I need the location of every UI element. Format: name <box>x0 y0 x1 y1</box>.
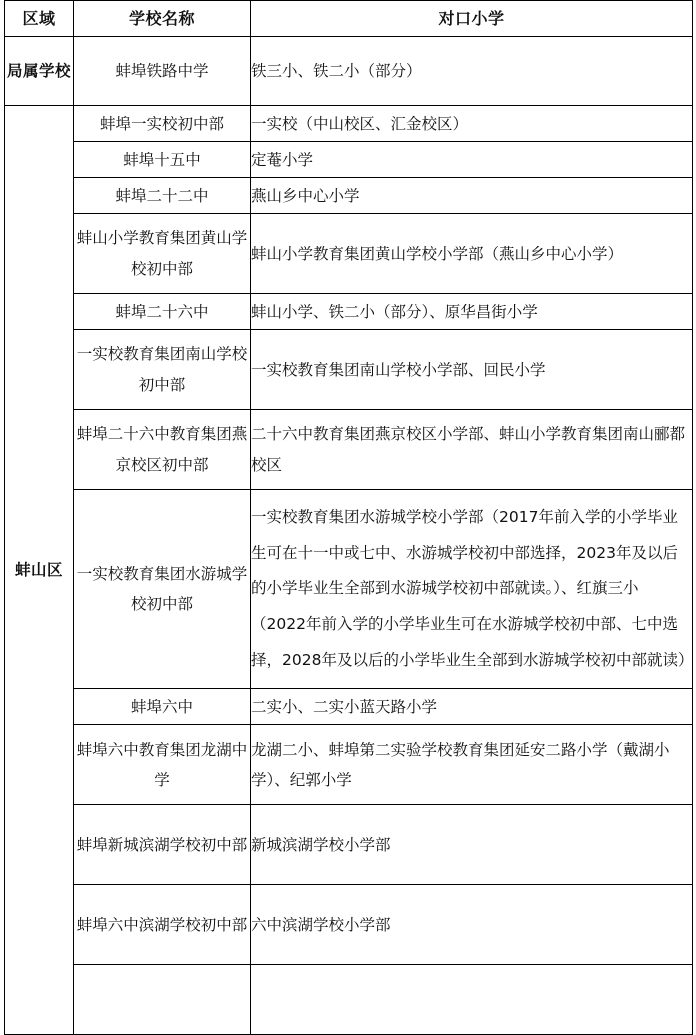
matched-primary-cell: 龙湖二小、蚌埠第二实验学校教育集团延安二路小学（戴湖小学）、纪郭小学 <box>251 725 693 805</box>
school-name-cell: 蚌埠六中 <box>74 689 251 725</box>
table-row-partial <box>5 965 693 1035</box>
matched-primary-cell: 蚌山小学教育集团黄山学校小学部（燕山乡中心小学） <box>251 214 693 294</box>
table-header <box>5 1 693 37</box>
school-name-cell: 蚌埠新城滨湖学校初中部 <box>74 805 251 885</box>
header-region: 区域 <box>5 1 74 37</box>
table-row <box>5 725 693 805</box>
table-row <box>5 214 693 294</box>
region-cell-bureau: 局属学校 <box>5 37 74 106</box>
matched-primary-cell: 定菴小学 <box>251 142 693 178</box>
matched-primary-cell: 燕山乡中心小学 <box>251 178 693 214</box>
school-name-cell <box>74 965 251 1035</box>
matched-primary-cell: 一实校教育集团南山学校小学部、回民小学 <box>251 330 693 410</box>
table-row <box>5 885 693 965</box>
school-name-cell: 蚌埠二十六中 <box>74 294 251 330</box>
header-matched-primary: 对口小学 <box>251 1 693 37</box>
header-row <box>5 1 693 37</box>
school-zoning-table <box>4 0 693 1035</box>
school-name-cell: 蚌埠十五中 <box>74 142 251 178</box>
school-name-cell: 蚌埠六中教育集团龙湖中学 <box>74 725 251 805</box>
table-row <box>5 330 693 410</box>
table-row <box>5 106 693 142</box>
school-name-cell: 蚌埠二十二中 <box>74 178 251 214</box>
region-cell-bangshan: 蚌山区 <box>5 106 74 1035</box>
header-school-name: 学校名称 <box>74 1 251 37</box>
matched-primary-cell: 二十六中教育集团燕京校区小学部、蚌山小学教育集团南山郦都校区 <box>251 410 693 490</box>
matched-primary-cell <box>251 965 693 1035</box>
table-row <box>5 294 693 330</box>
school-name-cell: 蚌埠二十六中教育集团燕京校区初中部 <box>74 410 251 490</box>
school-name-cell: 蚌埠铁路中学 <box>74 37 251 106</box>
matched-primary-cell: 新城滨湖学校小学部 <box>251 805 693 885</box>
table-row <box>5 490 693 689</box>
table-row <box>5 178 693 214</box>
school-name-cell: 一实校教育集团南山学校初中部 <box>74 330 251 410</box>
matched-primary-cell: 一实校（中山校区、汇金校区） <box>251 106 693 142</box>
table-body <box>5 37 693 1035</box>
matched-primary-cell: 六中滨湖学校小学部 <box>251 885 693 965</box>
matched-primary-cell: 一实校教育集团水游城学校小学部（2017年前入学的小学毕业生可在十一中或七中、水游城学校初中部选择，2023年及以后的小学毕业生全部到水游城学校初中部就读。）、红旗三小（2022年前入学的小学毕业生可在水游城学校初中部、七中选择，2028年及以后的小学毕业生全部到水游城学校初中部就读） <box>251 490 693 689</box>
table-row <box>5 805 693 885</box>
matched-primary-cell: 二实小、二实小蓝天路小学 <box>251 689 693 725</box>
table-row <box>5 689 693 725</box>
school-name-cell: 蚌山小学教育集团黄山学校初中部 <box>74 214 251 294</box>
table-row <box>5 410 693 490</box>
school-name-cell: 蚌埠六中滨湖学校初中部 <box>74 885 251 965</box>
school-name-cell: 蚌埠一实校初中部 <box>74 106 251 142</box>
matched-primary-cell: 蚌山小学、铁二小（部分）、原华昌街小学 <box>251 294 693 330</box>
matched-primary-cell: 铁三小、铁二小（部分） <box>251 37 693 106</box>
school-name-cell: 一实校教育集团水游城学校初中部 <box>74 490 251 689</box>
table-row <box>5 142 693 178</box>
table-row <box>5 37 693 106</box>
